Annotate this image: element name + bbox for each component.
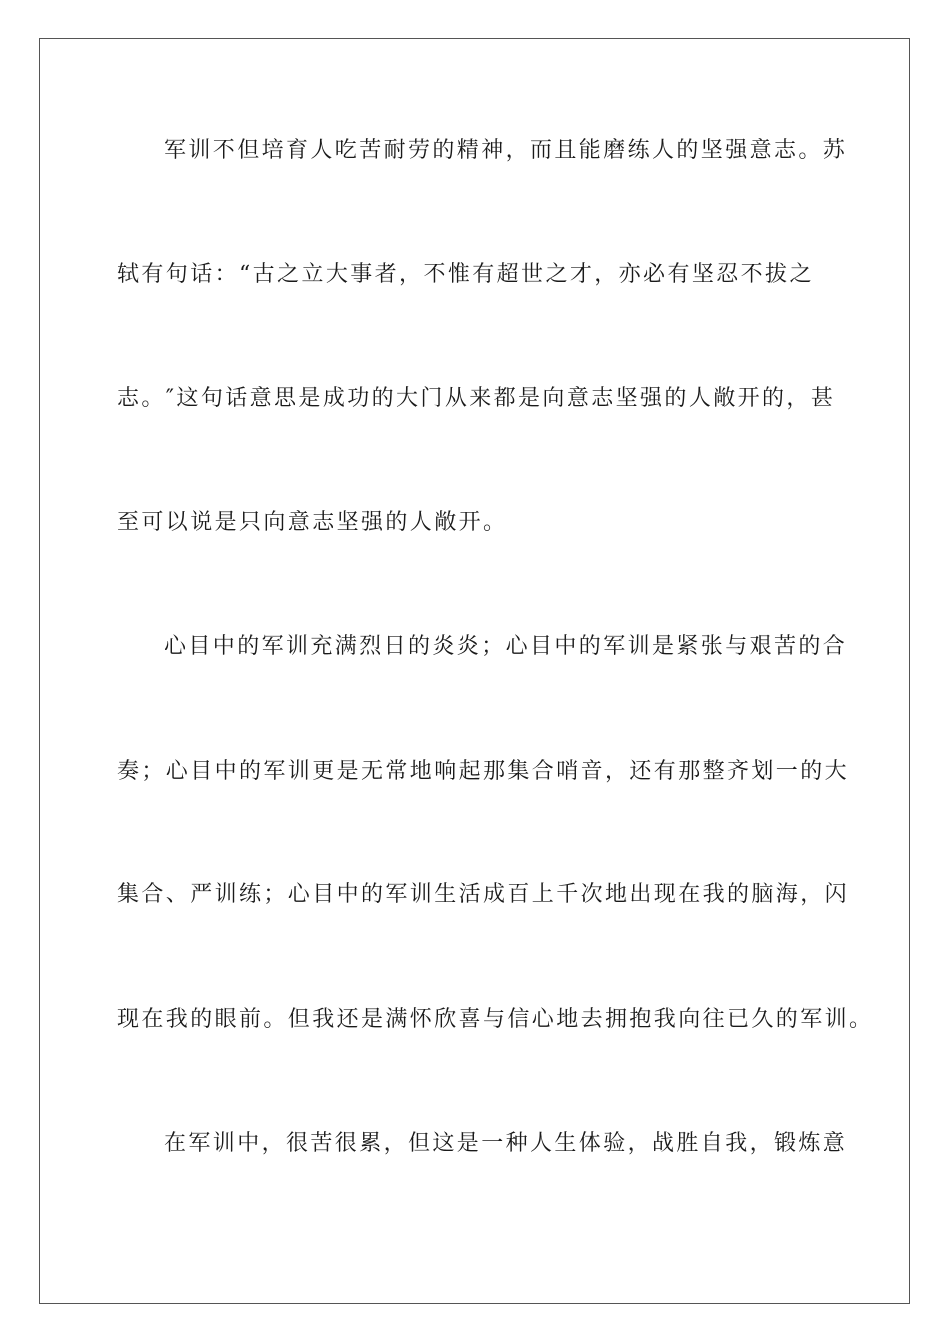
paragraph-2-line-2: 奏；心目中的军训更是无常地响起那集合哨音，还有那整齐划一的大 [117,759,850,784]
paragraph-3-line-1: 在军训中，很苦很累，但这是一种人生体验，战胜自我，锻炼意 [164,1131,848,1156]
paragraph-1-line-2: 轼有句话：“古之立大事者，不惟有超世之才，亦必有坚忍不拔之 [117,262,814,287]
paragraph-1-line-1: 军训不但培育人吃苦耐劳的精神，而且能磨练人的坚强意志。苏 [164,138,848,163]
page-frame [39,38,910,1304]
paragraph-2-line-3: 集合、严训练；心目中的军训生活成百上千次地出现在我的脑海，闪 [117,882,850,907]
paragraph-1-line-4: 至可以说是只向意志坚强的人敞开。 [117,510,508,535]
paragraph-2-line-1: 心目中的军训充满烈日的炎炎；心目中的军训是紧张与艰苦的合 [164,634,848,659]
paragraph-1-line-3: 志。″这句话意思是成功的大门从来都是向意志坚强的人敞开的，甚 [117,386,836,411]
paragraph-2-line-4: 现在我的眼前。但我还是满怀欣喜与信心地去拥抱我向往已久的军训。 [117,1007,874,1032]
